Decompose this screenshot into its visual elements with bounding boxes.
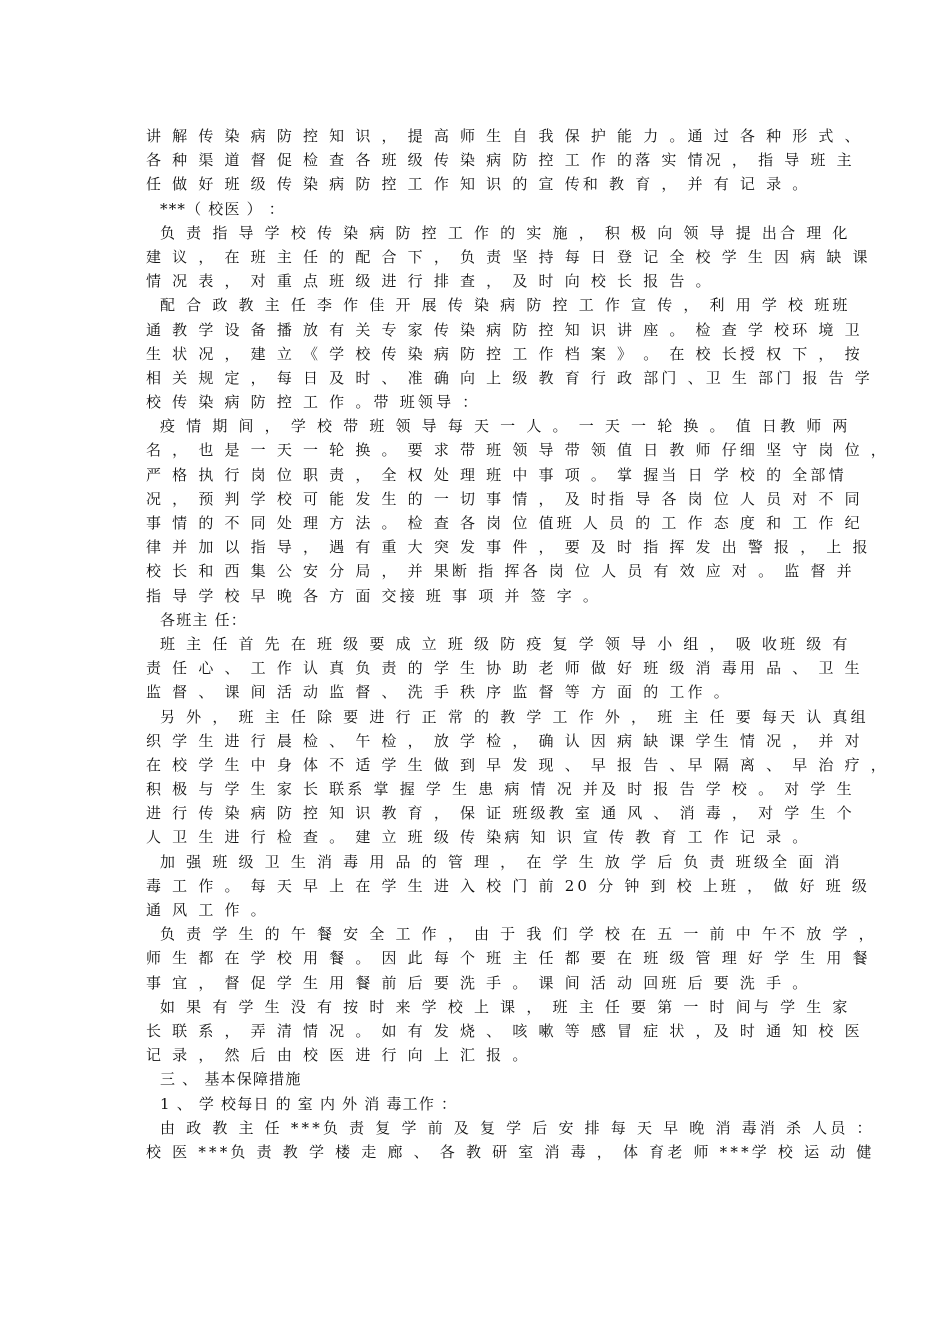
- text-line: 各 种 渠 道 督 促 检 查 各 班 级 传 染 病 防 控 工 作 的落 实 情况 ， 指 导 班 主: [146, 151, 855, 170]
- text-line: 况 ， 预 判 学 校 可 能 发 生 的 一 切 事 情 ， 及 时指 导 各 岗 位 人 员 对 不 同: [146, 489, 863, 508]
- section-heading-class-teachers: 各班主 任：: [160, 610, 247, 629]
- section-heading-school-doctor: ***（ 校医 ） ：: [160, 199, 286, 218]
- text-line: 生 状 况 ， 建 立 《 学 校 传 染 病 防 控 工 作 档 案 》 。 在 校 长授 权 下 ， 按: [146, 344, 863, 363]
- text-line: 律 并 加 以 指 导 ， 遇 有 重 大 突 发 事 件 ， 要 及 时 指 挥 发 出 警 报 ， 上 报: [146, 538, 871, 557]
- text-line: 配 合 政 教 主 任 李 作 佳 开 展 传 染 病 防 控 工 作 宣 传 ， 利 用 学 校 班班: [160, 296, 851, 315]
- section-heading-basic-measures: 三 、 基本保障措施: [160, 1070, 302, 1089]
- text-line: 责 任 心 、 工 作 认 真 负 责 的 学 生 协 助 老 师 做 好 班 级 消 毒用 品 、 卫 生: [146, 659, 863, 678]
- document-body: [146, 124, 889, 1164]
- text-line: 名 ， 也 是 一 天 一 轮 换 。 要 求 带 班 领 导 带 领 值 日 教 师 仔细 坚 守 岗 位 ，: [146, 441, 889, 460]
- text-line: 任 做 好 班 级 传 染 病 防 控 工 作 知 识 的 宣 传和 教 育 ， 并 有 记 录 。: [146, 175, 811, 194]
- text-line: 负 责 指 导 学 校 传 染 病 防 控 工 作 的 实 施 ， 积 极 向 领 导 提 出合 理 化: [160, 223, 851, 242]
- text-line: 加 强 班 级 卫 生 消 毒 用 品 的 管 理 ， 在 学 生 放 学 后 负 责 班级全 面 消: [160, 852, 843, 871]
- text-line: 严 格 执 行 岗 位 职 责 ， 全 权 处 理 班 中 事 项 。 掌 握当 日 学 校 的 全部情: [146, 465, 847, 484]
- text-line: 相 关 规 定 ， 每 日 及 时 、 准 确 向 上 级 教 育 行 政 部门 、卫 生 部门 报 告 学: [146, 368, 874, 387]
- text-line: 人 卫 生 进 行 检 查 。 建 立 班 级 传 染病 知 识 宣 传 教 育 工 作 记 录 。: [146, 828, 811, 847]
- text-line: 如 果 有 学 生 没 有 按 时 来 学 校 上 课 ， 班 主 任 要 第 一 时 间与 学 生 家: [160, 997, 851, 1016]
- text-line: 讲 解 传 染 病 防 控 知 识 ， 提 高 师 生 自 我 保 护 能 力 。通 过 各 种 形 式 、: [146, 127, 863, 145]
- text-line: 长 联 系 ， 弄 清 情 况 。 如 有 发 烧 、 咳 嗽 等 感 冒 症 状 ，及 时 通 知 校 医: [146, 1021, 863, 1040]
- text-line: 由 政 教 主 任 ***负 责 复 学 前 及 复 学 后 安 排 每 天 早 晚 消 毒消 杀 人员 ：: [160, 1118, 875, 1137]
- text-line: 建 议 ， 在 班 主 任 的 配 合 下 ， 负 责 坚 持 每 日 登 记 全 校 学 生 因 病 缺 课: [146, 247, 871, 266]
- text-line: 进 行 传 染 病 防 控 知 识 教 育 ， 保 证 班级教 室 通 风 、 消 毒 ， 对 学 生 个: [146, 804, 855, 823]
- text-line: 通 风 工 作 。: [146, 901, 269, 919]
- text-line: 毒 工 作 。 每 天 早 上 在 学 生 进 入 校 门 前 20 分 钟 到 校 上班 ， 做 好 班 级: [146, 876, 871, 895]
- text-line: 指 导 学 校 早 晚 各 方 面 交接 班 事 项 并 签 字 。: [146, 586, 602, 605]
- text-line: 积 极 与 学 生 家 长 联系 掌 握 学 生 患 病 情 况 并及 时 报 告 学 校 。 对 学 生: [146, 780, 855, 799]
- text-line: 班 主 任 首 先 在 班 级 要 成 立 班 级 防 疫 复 学 领 导 小 组 ， 吸 收班 级 有: [160, 634, 851, 653]
- text-line: 记 录 ， 然 后 由 校 医 进 行 向 上 汇 报 。: [146, 1046, 531, 1065]
- text-line: 校 医 ***负 责 教 学 楼 走 廊 、 各 教 研 室 消 毒 ， 体 育老 师 ***学 校 运 动 健: [146, 1142, 875, 1161]
- text-line: 负 责 学 生 的 午 餐 安 全 工 作 ， 由 于 我 们 学 校 在 五 一 前 中 午不 放 学 ，: [160, 925, 877, 944]
- text-line: 事 宜 ， 督 促 学 生 用 餐 前 后 要 洗 手 。 课 间 活 动 回班 后 要 洗 手 。: [146, 973, 811, 992]
- text-line: 监 督 、 课 间 活 动 监 督 、 洗 手 秩 序 监 督 等 方 面 的 工作 。: [146, 683, 732, 702]
- text-line: 情 况 表 ， 对 重 点 班 级 进 行 排 查 ， 及 时 向 校 长 报 告 。: [146, 272, 714, 291]
- text-line: 校 传 染 病 防 控 工 作 。带 班领导 ：: [146, 393, 481, 412]
- text-line: 另 外 ， 班 主 任 除 要 进 行 正 常 的 教 学 工 作 外 ， 班 主 任 要 每天 认 真组: [160, 707, 869, 726]
- text-line: 师 生 都 在 学 校 用 餐 。 因 此 每 个 班 主 任 都 要 在 班 级 管 理 好 学 生 用 餐: [146, 949, 871, 968]
- text-line: 在 校 学 生 中 身 体 不 适 学 生 做 到 早 发 现 、 早 报 告 、早 隔 离 、 早 治 疗 ，: [146, 755, 889, 774]
- text-line: 织 学 生 进 行 晨 检 、 午 检 ， 放 学 检 ， 确 认 因 病 缺 课 学生 情 况 ， 并 对: [146, 731, 863, 750]
- text-line: 校 长 和 西 集 公 安 分 局 ， 并 果断 指 挥各 岗 位 人 员 有 效 应 对 。 监 督 并: [146, 562, 855, 581]
- subsection-heading-disinfection: 1 、 学 校每日 的 室 内 外 消 毒工作 ：: [160, 1094, 458, 1113]
- text-line: 通 教 学 设 备 播 放 有 关 专 家 传 染 病 防 控 知 识 讲 座 。 检 查 学 校环 境 卫: [146, 320, 863, 339]
- text-line: 事 情 的 不 同 处 理 方 法 。 检 查 各 岗 位 值班 人 员 的 工 作 态 度 和 工 作 纪: [146, 514, 863, 532]
- text-line: 疫 情 期 间 ， 学 校 带 班 领 导 每 天 一 人 。 一 天 一 轮 换 。 值 日教 师 两: [160, 417, 851, 436]
